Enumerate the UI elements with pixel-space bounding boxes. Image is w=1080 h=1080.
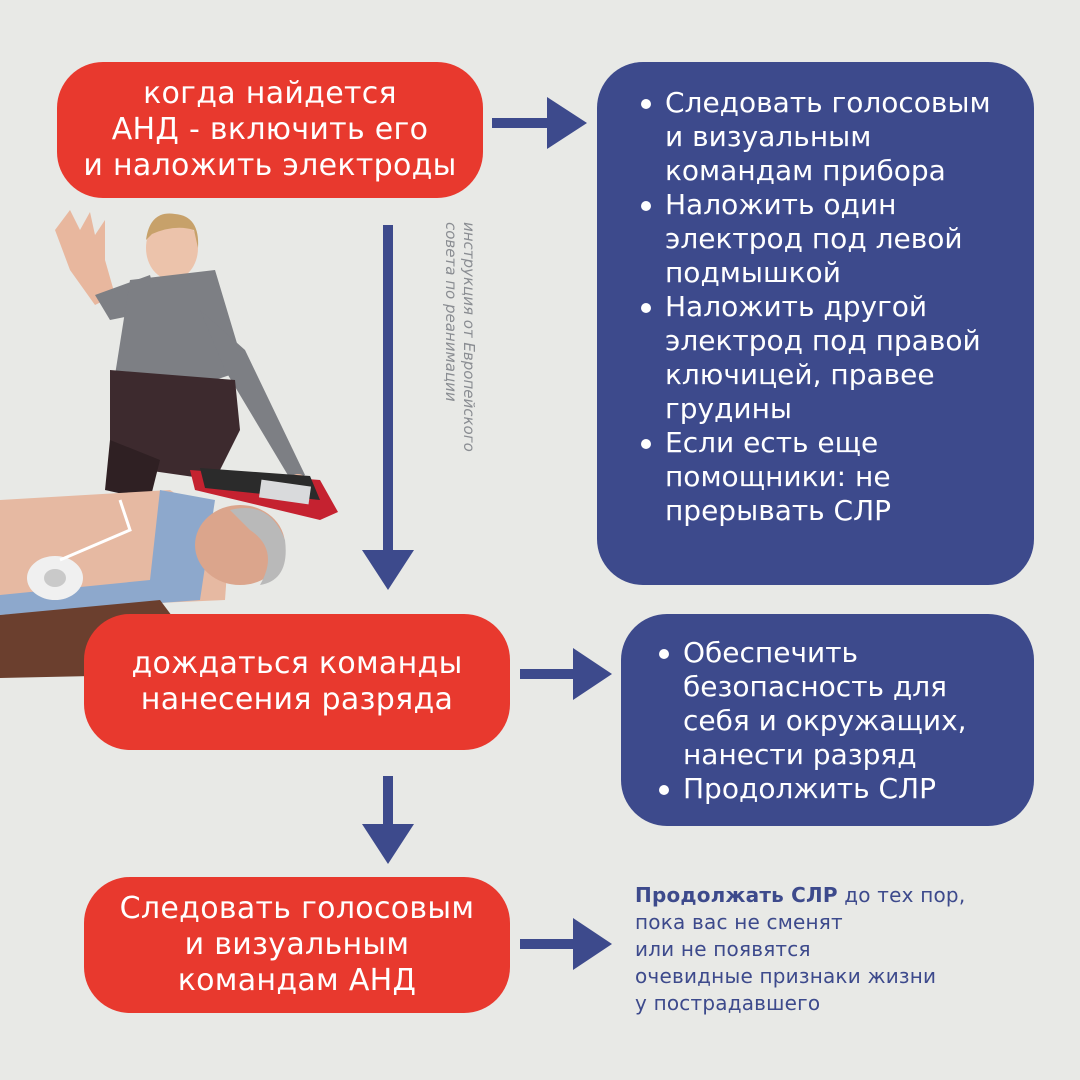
step-1-box xyxy=(57,62,483,198)
detail-box-2 xyxy=(621,614,1034,826)
final-note-rest: до тех пор, пока вас не сменят или не появятся очевидные признаки жизни у пострадавшего xyxy=(635,883,966,1015)
aed-rescue-illustration xyxy=(0,200,360,680)
detail-2-item-1: Обеспечить безопасность для себя и окружащих, нанести разряд xyxy=(657,636,1014,772)
step-3-box xyxy=(84,877,510,1013)
detail-1-item-3: Наложить другой электрод под правой ключицей, правее грудины xyxy=(639,290,1014,426)
arrow-right-icon xyxy=(520,918,612,970)
final-note xyxy=(635,882,1055,1017)
detail-list-1 xyxy=(639,86,1014,528)
step-1-text: когда найдется АНД - включить его и наложить электроды xyxy=(83,76,457,183)
detail-list-2 xyxy=(657,636,1014,806)
detail-1-item-1: Следовать голосовым и визуальным командам прибора xyxy=(639,86,1014,188)
step-3-text: Следовать голосовым и визуальным командам АНД xyxy=(119,891,475,998)
arrow-down-icon xyxy=(362,776,414,864)
arrow-right-icon xyxy=(520,648,612,700)
step-2-box xyxy=(84,614,510,750)
source-note: инструкция от Европейского совета по реанимации xyxy=(442,222,478,452)
step-2-text: дождаться команды нанесения разряда xyxy=(131,646,463,717)
arrow-right-icon xyxy=(492,97,587,149)
arrow-down-icon xyxy=(362,225,414,590)
detail-2-item-2: Продолжить СЛР xyxy=(657,772,1014,806)
detail-1-item-2: Наложить один электрод под левой подмышкой xyxy=(639,188,1014,290)
detail-box-1 xyxy=(597,62,1034,585)
detail-1-item-4: Если есть еще помощники: не прерывать СЛР xyxy=(639,426,1014,528)
final-note-bold: Продолжать СЛР xyxy=(635,883,838,907)
